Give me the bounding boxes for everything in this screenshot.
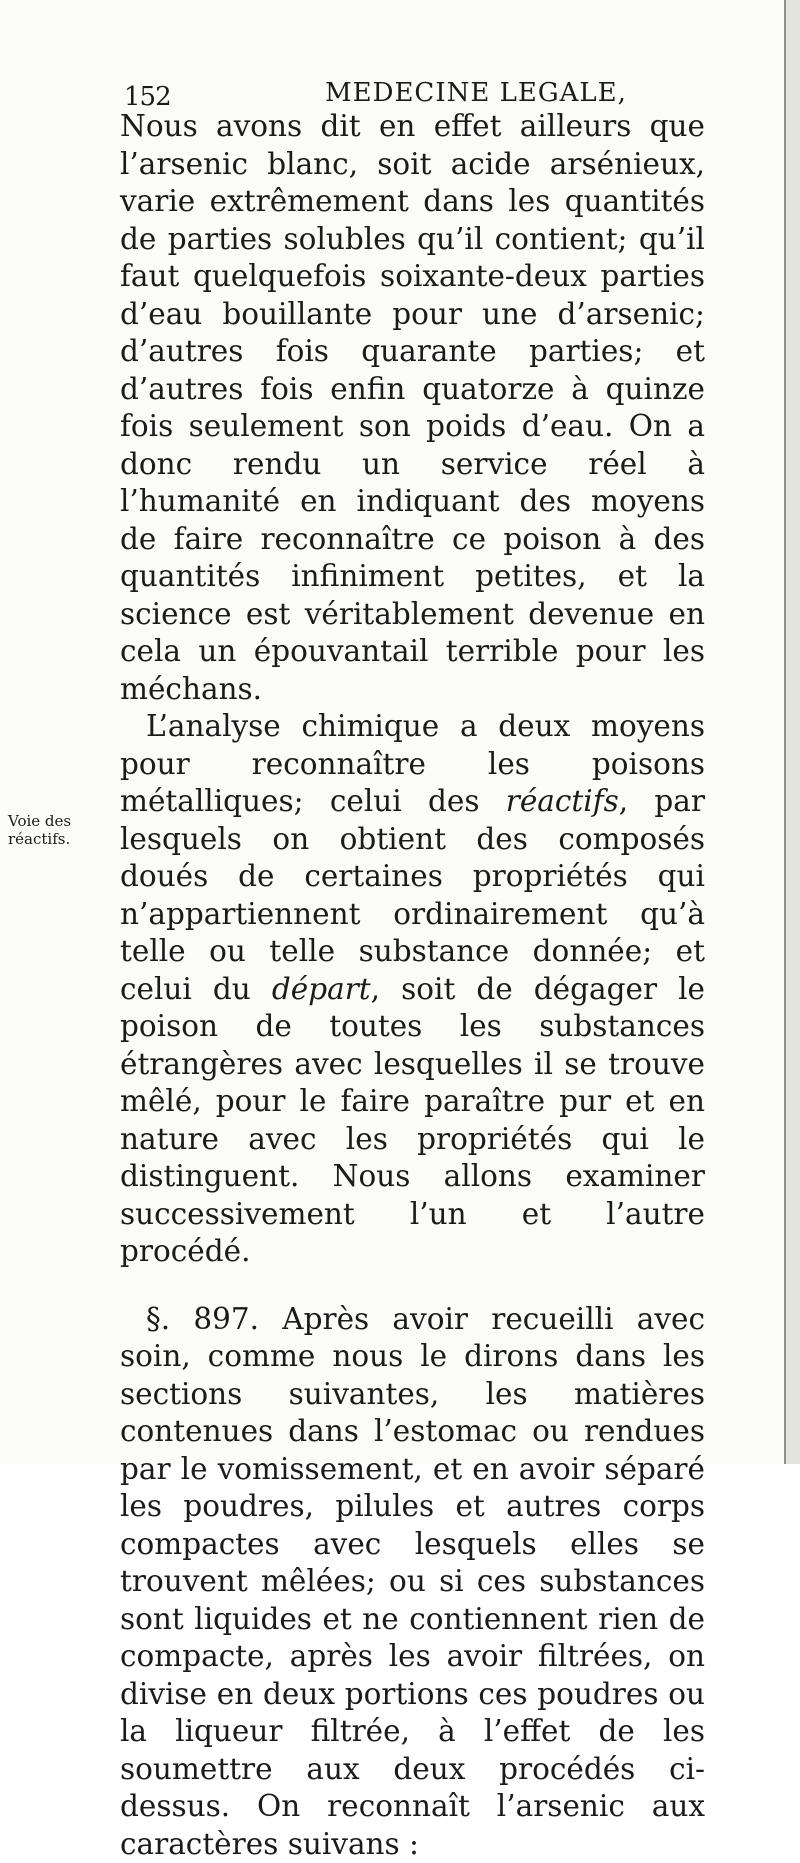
margin-note: Voie des réactifs.	[8, 812, 96, 848]
page-gutter-line	[784, 0, 786, 1464]
paragraph-text: L’analyse chimique a deux moyens pour reconnaître les poisons métalliques; celui des	[120, 709, 705, 818]
page-number: 152	[124, 82, 171, 112]
page-header	[110, 72, 670, 108]
paragraph-section-897: §. 897. Après avoir recueilli avec soin, comme nous le dirons dans les sections suivantes, les matières contenues dans l’estomac ou rendues par le vomissement, et en avoir séparé les poudres, pilules et autres corps compactes avec lesquels elles se trouvent mêlées; ou si ces substances sont liquides et ne contiennent rien de compacte, après les avoir filtrées, on divise en deux portions ces poudres ou la liqueur filtrée, à l’effet de les soumettre aux deux procédés ci-dessus. On reconnaît l’arsenic aux caractères suivans :	[120, 1301, 705, 1863]
facing-page-edge	[786, 0, 800, 1464]
running-title: MEDECINE LEGALE,	[325, 78, 627, 108]
paragraph-text: , soit de dégager le poison de toutes les substances étrangères avec lesquelles il se trouve mêlé, pour le faire paraître pur et en nature avec les propriétés qui le distinguent. Nous allons examiner successivement l’un et l’autre procédé.	[120, 972, 705, 1269]
paragraph-text: , par lesquels on obtient des composés doués de certaines propriétés qui n’appartiennent ordinairement qu’à telle ou telle substance donnée; et celui du	[120, 784, 705, 1006]
paragraph-arsenic-solubility: Nous avons dit en effet ailleurs que l’arsenic blanc, soit acide arsénieux, varie extrêmement dans les quantités de parties solubles qu’il contient; qu’il faut quelquefois soixante-deux parties d’eau bouillante pour une d’arsenic; d’autres fois quarante parties; et d’autres fois enfin quatorze à quinze fois seulement son poids d’eau. On a donc rendu un service réel à l’humanité en indiquant des moyens de faire reconnaître ce poison à des quantités infiniment petites, et la science est véritablement devenue en cela un épouvantail terrible pour les méchans.	[120, 108, 705, 708]
body-text	[120, 108, 705, 1863]
italic-term-reactifs: réactifs	[506, 784, 619, 818]
paragraph-chemical-analysis	[120, 708, 705, 1271]
italic-term-depart: départ	[272, 972, 371, 1006]
